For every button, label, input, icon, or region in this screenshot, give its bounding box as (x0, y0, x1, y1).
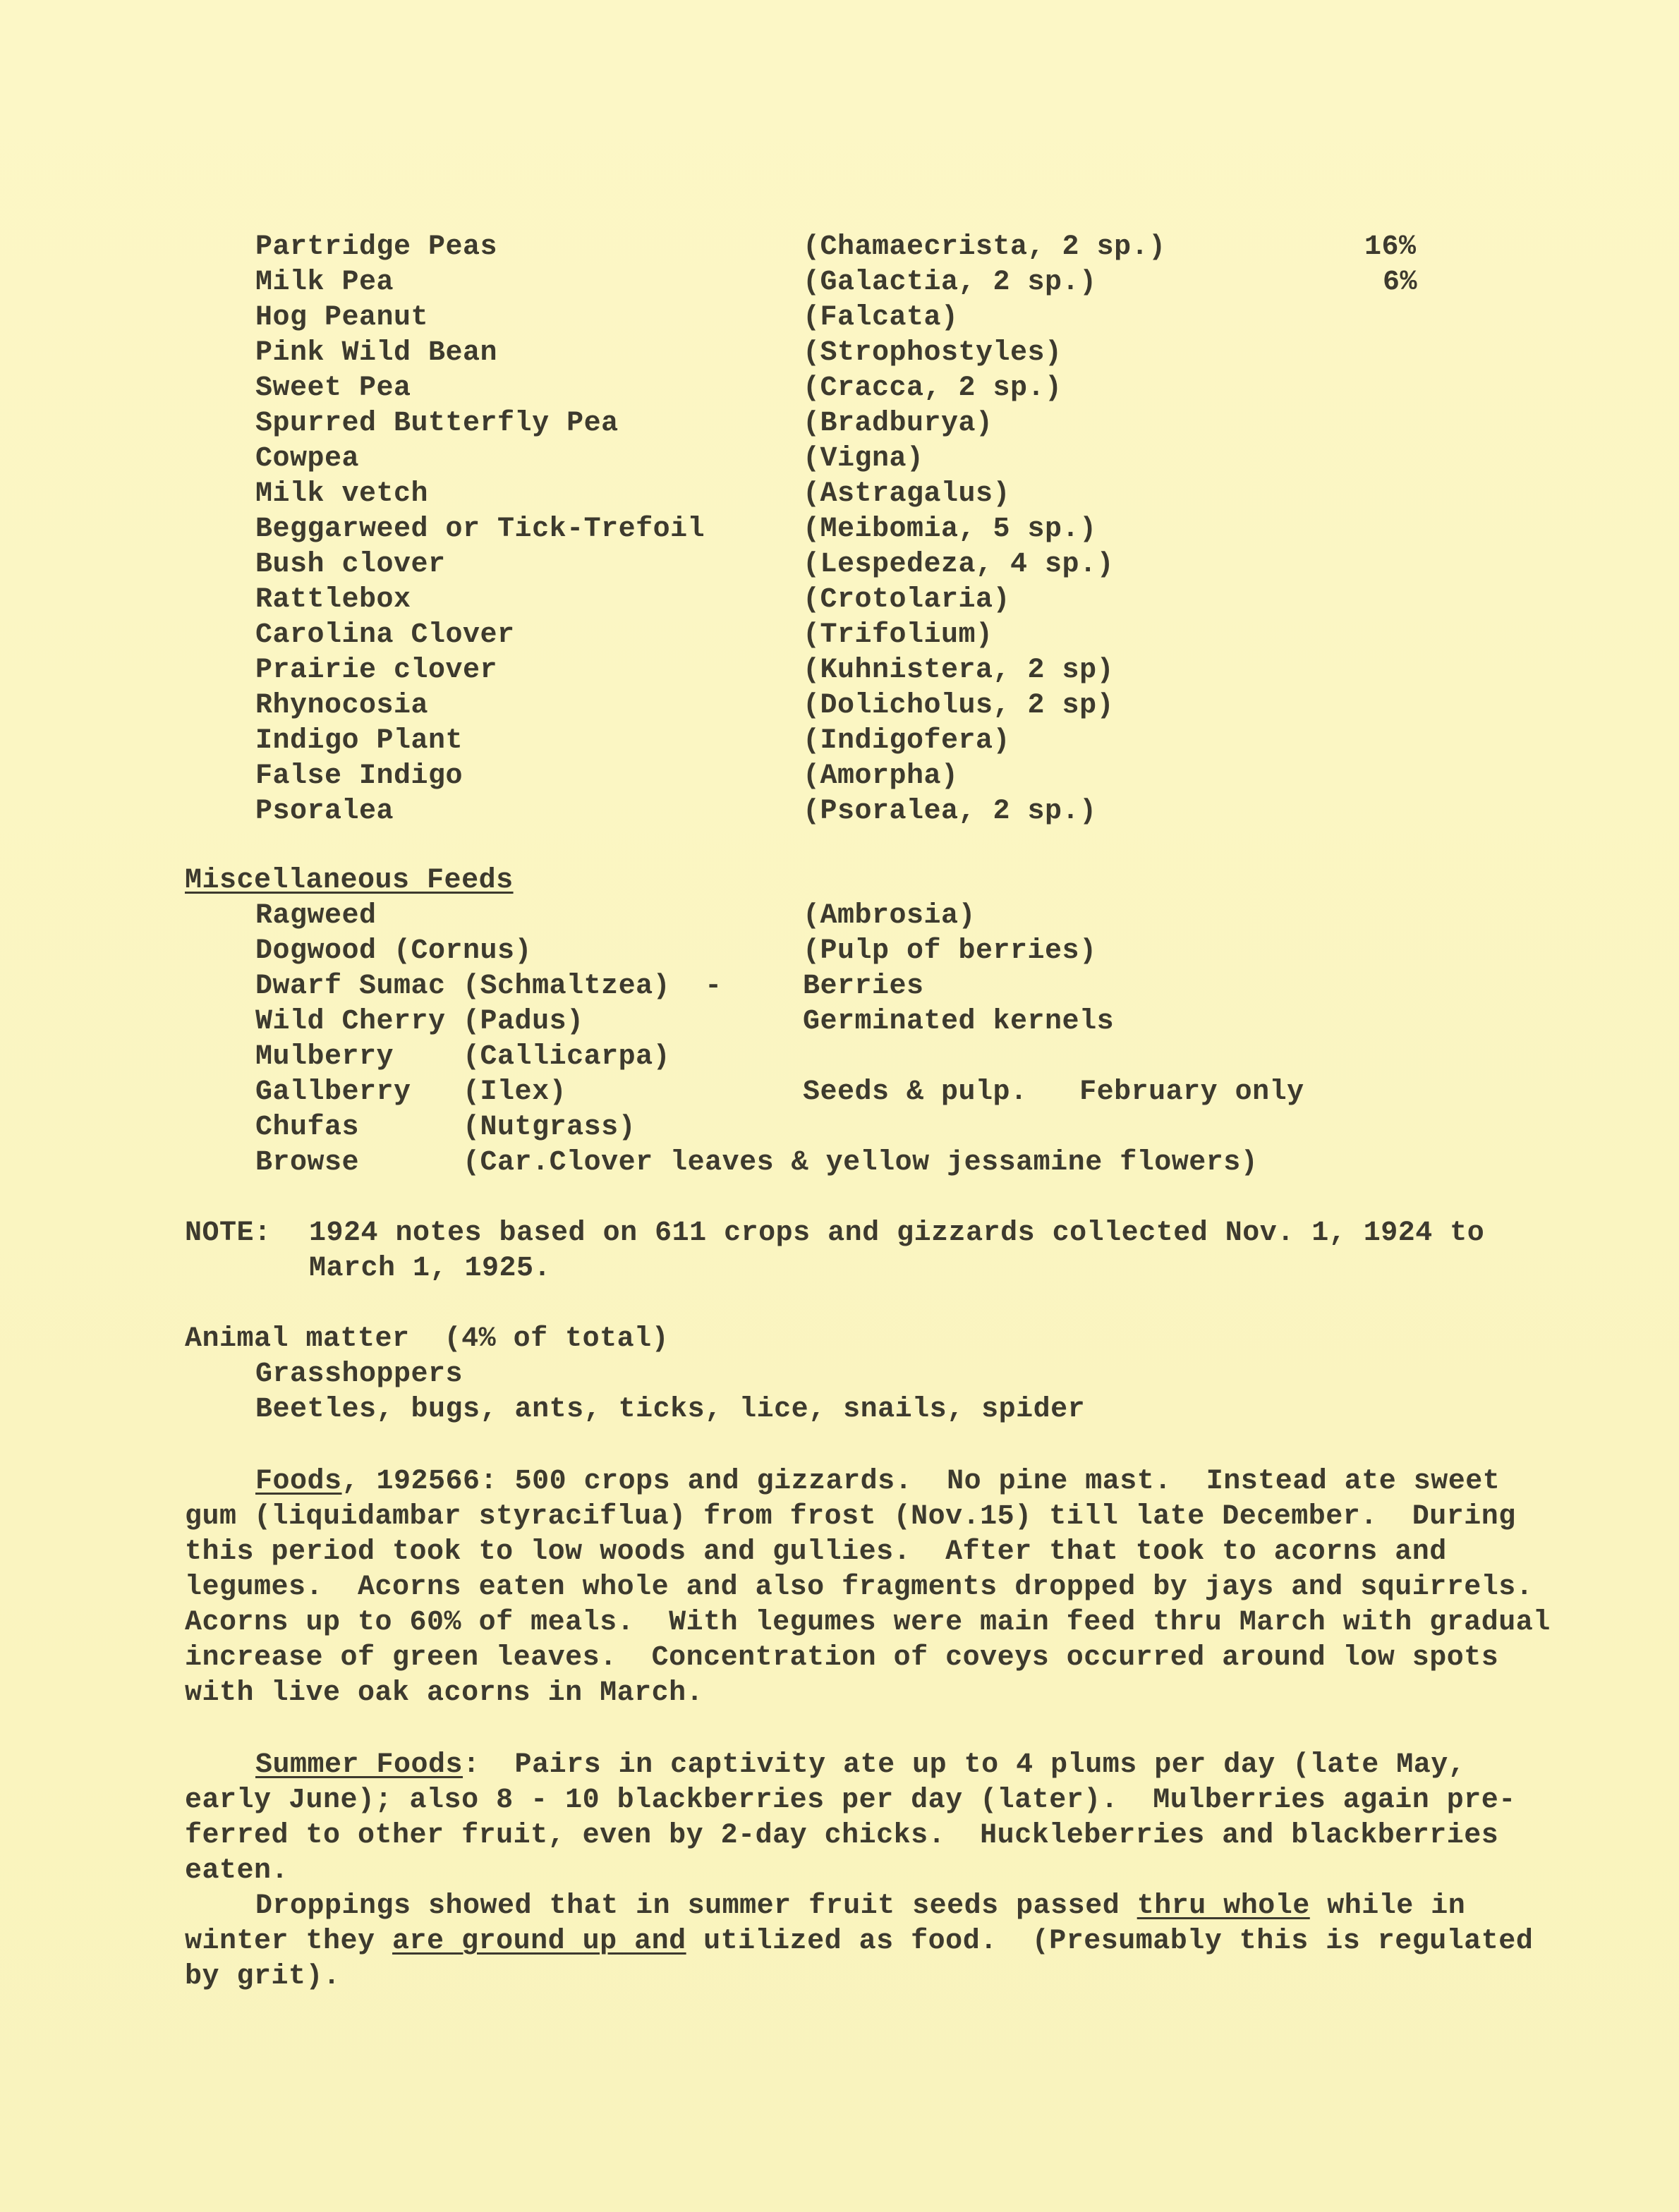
droppings-text: Droppings showed that in summer fruit seeds passed (255, 1890, 1137, 1922)
legume-name: Indigo Plant (255, 725, 463, 757)
summer-line: ferred to other fruit, even by 2-day chicks. Huckleberries and blackberries (185, 1820, 1499, 1852)
legume-genus: (Falcata) (803, 302, 959, 334)
animal-matter-line: Grasshoppers (255, 1359, 463, 1390)
misc-feed-left: Chufas (Nutgrass) (255, 1112, 636, 1143)
legume-genus: (Trifolium) (803, 619, 993, 651)
legume-name: Spurred Butterfly Pea (255, 408, 619, 439)
legume-genus: (Strophostyles) (803, 337, 1062, 369)
legume-genus: (Bradburya) (803, 408, 993, 439)
summer-foods-label: Summer Foods (255, 1749, 463, 1781)
legume-name: Milk vetch (255, 478, 429, 510)
misc-feed-right: Seeds & pulp. February only (803, 1076, 1304, 1108)
legume-genus: (Meibomia, 5 sp.) (803, 514, 1097, 545)
note-line: March 1, 1925. (309, 1253, 552, 1284)
legume-name: Partridge Peas (255, 231, 498, 263)
legume-name: Hog Peanut (255, 302, 429, 334)
foods-first-line (255, 1464, 1500, 1500)
legume-name: Rhynocosia (255, 690, 429, 722)
foods-line: this period took to low woods and gullies. After that took to acorns and (185, 1536, 1447, 1568)
legume-genus: (Dolicholus, 2 sp) (803, 690, 1115, 722)
legume-name: Cowpea (255, 443, 360, 475)
legume-genus: (Cracca, 2 sp.) (803, 372, 1062, 404)
misc-feed-left: Mulberry (Callicarpa) (255, 1041, 671, 1073)
legume-percent: 16% (1364, 231, 1417, 263)
legume-genus: (Amorpha) (803, 760, 959, 792)
legume-name: Psoralea (255, 796, 394, 827)
legume-genus: (Vigna) (803, 443, 924, 475)
note-label: NOTE: (185, 1217, 272, 1249)
legume-genus: (Psoralea, 2 sp.) (803, 796, 1097, 827)
legume-name: Prairie clover (255, 655, 498, 686)
misc-feed-left: Browse (Car.Clover leaves & yellow jessamine flowers) (255, 1147, 1259, 1179)
legume-genus: (Chamaecrista, 2 sp.) (803, 231, 1166, 263)
legume-name: False Indigo (255, 760, 463, 792)
legume-name: Milk Pea (255, 267, 394, 298)
legume-name: Carolina Clover (255, 619, 515, 651)
legume-genus: (Lespedeza, 4 sp.) (803, 549, 1115, 581)
legume-genus: (Crotolaria) (803, 584, 1011, 616)
foods-line: gum (liquidambar styraciflua) from frost (Nov.15) till late December. During (185, 1501, 1516, 1533)
droppings-line: by grit). (185, 1961, 341, 1993)
legume-name: Pink Wild Bean (255, 337, 498, 369)
foods-line: Acorns up to 60% of meals. With legumes were main feed thru March with gradual (185, 1607, 1551, 1639)
droppings-text: while in (1309, 1890, 1466, 1922)
legume-percent: 6% (1383, 267, 1418, 298)
foods-line: legumes. Acorns eaten whole and also fragments dropped by jays and squirrels. (185, 1572, 1534, 1603)
misc-feed-left: Gallberry (Ilex) (255, 1076, 567, 1108)
misc-feed-left: Dogwood (Cornus) (255, 935, 533, 967)
misc-feed-left: Dwarf Sumac (Schmaltzea) - (255, 971, 722, 1002)
droppings-line (255, 1889, 1465, 1924)
legume-genus: (Galactia, 2 sp.) (803, 267, 1097, 298)
misc-feed-right: (Ambrosia) (803, 900, 976, 932)
legume-name: Rattlebox (255, 584, 411, 616)
misc-feed-right: Berries (803, 971, 924, 1002)
foods-label: Foods (255, 1466, 342, 1497)
droppings-text: winter they (185, 1926, 393, 1957)
misc-feeds-heading: Miscellaneous Feeds (185, 865, 514, 897)
misc-feed-right: Germinated kernels (803, 1006, 1115, 1038)
foods-line: with live oak acorns in March. (185, 1677, 704, 1709)
foods-line: , 192566: 500 crops and gizzards. No pine mast. Instead ate sweet (341, 1466, 1501, 1497)
foods-line: increase of green leaves. Concentration of coveys occurred around low spots (185, 1642, 1499, 1674)
legume-genus: (Indigofera) (803, 725, 1011, 757)
droppings-line (185, 1924, 1533, 1959)
summer-line: : Pairs in captivity ate up to 4 plums per day (late May, (463, 1749, 1466, 1781)
droppings-underlined: are ground up and (392, 1926, 686, 1957)
legume-name: Beggarweed or Tick-Trefoil (255, 514, 705, 545)
droppings-text: utilized as food. (Presumably this is regulated (686, 1926, 1534, 1957)
legume-genus: (Astragalus) (803, 478, 1011, 510)
summer-first-line (255, 1748, 1465, 1783)
animal-matter-line: Beetles, bugs, ants, ticks, lice, snails, spider (255, 1394, 1086, 1426)
summer-line: eaten. (185, 1855, 289, 1887)
droppings-underlined: thru whole (1136, 1890, 1310, 1922)
animal-matter-heading: Animal matter (4% of total) (185, 1323, 669, 1355)
legume-name: Bush clover (255, 549, 446, 581)
misc-feed-right: (Pulp of berries) (803, 935, 1097, 967)
misc-feed-left: Wild Cherry (Padus) (255, 1006, 584, 1038)
note-line: 1924 notes based on 611 crops and gizzards collected Nov. 1, 1924 to (309, 1217, 1485, 1249)
summer-line: early June); also 8 - 10 blackberries per day (later). Mulberries again pre- (185, 1785, 1516, 1816)
legume-genus: (Kuhnistera, 2 sp) (803, 655, 1115, 686)
misc-feed-left: Ragweed (255, 900, 377, 932)
legume-name: Sweet Pea (255, 372, 411, 404)
